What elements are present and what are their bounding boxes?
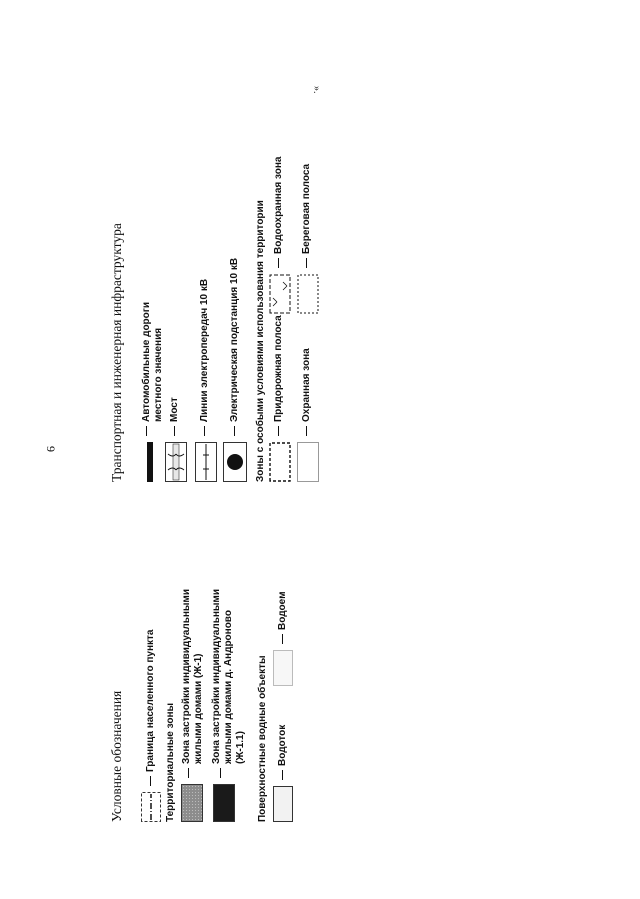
shore-label: Береговая полоса xyxy=(301,163,312,254)
legend-title: Условные обозначения xyxy=(109,690,124,822)
boundary-swatch xyxy=(141,792,161,822)
terr-zones-heading: Территориальные зоны xyxy=(165,702,176,822)
waterprot-label: Водоохранная зона xyxy=(273,156,284,254)
boundary-label: Граница населенного пункта xyxy=(145,629,156,772)
dash: — xyxy=(199,426,210,436)
road-label-2: местного значения xyxy=(153,327,164,422)
waterbody-swatch xyxy=(273,650,293,686)
security-label: Охранная зона xyxy=(301,348,312,422)
shore-swatch xyxy=(297,274,319,314)
bridge-swatch xyxy=(165,442,187,482)
dash: — xyxy=(141,426,152,436)
watercourse-swatch xyxy=(273,786,293,822)
dash: — xyxy=(145,776,156,786)
dash: — xyxy=(277,770,288,780)
roadside-label: Придорожная полоса xyxy=(273,315,284,422)
zone2-label-1: Зона застройки индивидуальными xyxy=(211,589,222,764)
road-label-1: Автомобильные дороги xyxy=(141,301,152,422)
zone1-label-2: жилыми домами (Ж-1) xyxy=(193,653,204,764)
dash: — xyxy=(273,258,284,268)
security-swatch xyxy=(297,442,319,482)
page-number: 9 xyxy=(44,446,58,452)
waterprot-swatch xyxy=(269,274,291,314)
roadside-swatch xyxy=(269,442,291,482)
zone1-swatch xyxy=(181,784,203,822)
water-heading: Поверхностные водные объекты xyxy=(257,655,268,822)
substation-swatch xyxy=(223,442,247,482)
zone2-label-2: жилыми домами д. Андроново xyxy=(223,610,234,764)
dash: — xyxy=(229,426,240,436)
dash: — xyxy=(169,426,180,436)
dash: — xyxy=(277,634,288,644)
road-swatch xyxy=(141,442,159,482)
dash: — xyxy=(183,768,194,778)
dash: — xyxy=(301,258,312,268)
zone1-label-1: Зона застройки индивидуальными xyxy=(181,589,192,764)
powerline-swatch xyxy=(195,442,217,482)
powerline-label: Линии электропередач 10 кВ xyxy=(199,278,210,422)
zone2-swatch xyxy=(213,784,235,822)
dash: — xyxy=(215,768,226,778)
infra-title: Транспортная и инженерная инфраструктура xyxy=(109,223,124,482)
dash: — xyxy=(273,426,284,436)
bridge-label: Мост xyxy=(169,397,180,422)
legend-rotated xyxy=(105,122,325,822)
zone2-label-3: (Ж-1.1) xyxy=(235,731,246,764)
waterbody-label: Водоем xyxy=(277,591,288,630)
corner-mark: ». xyxy=(311,86,322,94)
special-zones-heading: Зоны с особыми условиями использования территории xyxy=(255,200,266,482)
dash: — xyxy=(301,426,312,436)
watercourse-label: Водоток xyxy=(277,724,288,766)
substation-label: Электрическая подстанция 10 кВ xyxy=(229,257,240,422)
